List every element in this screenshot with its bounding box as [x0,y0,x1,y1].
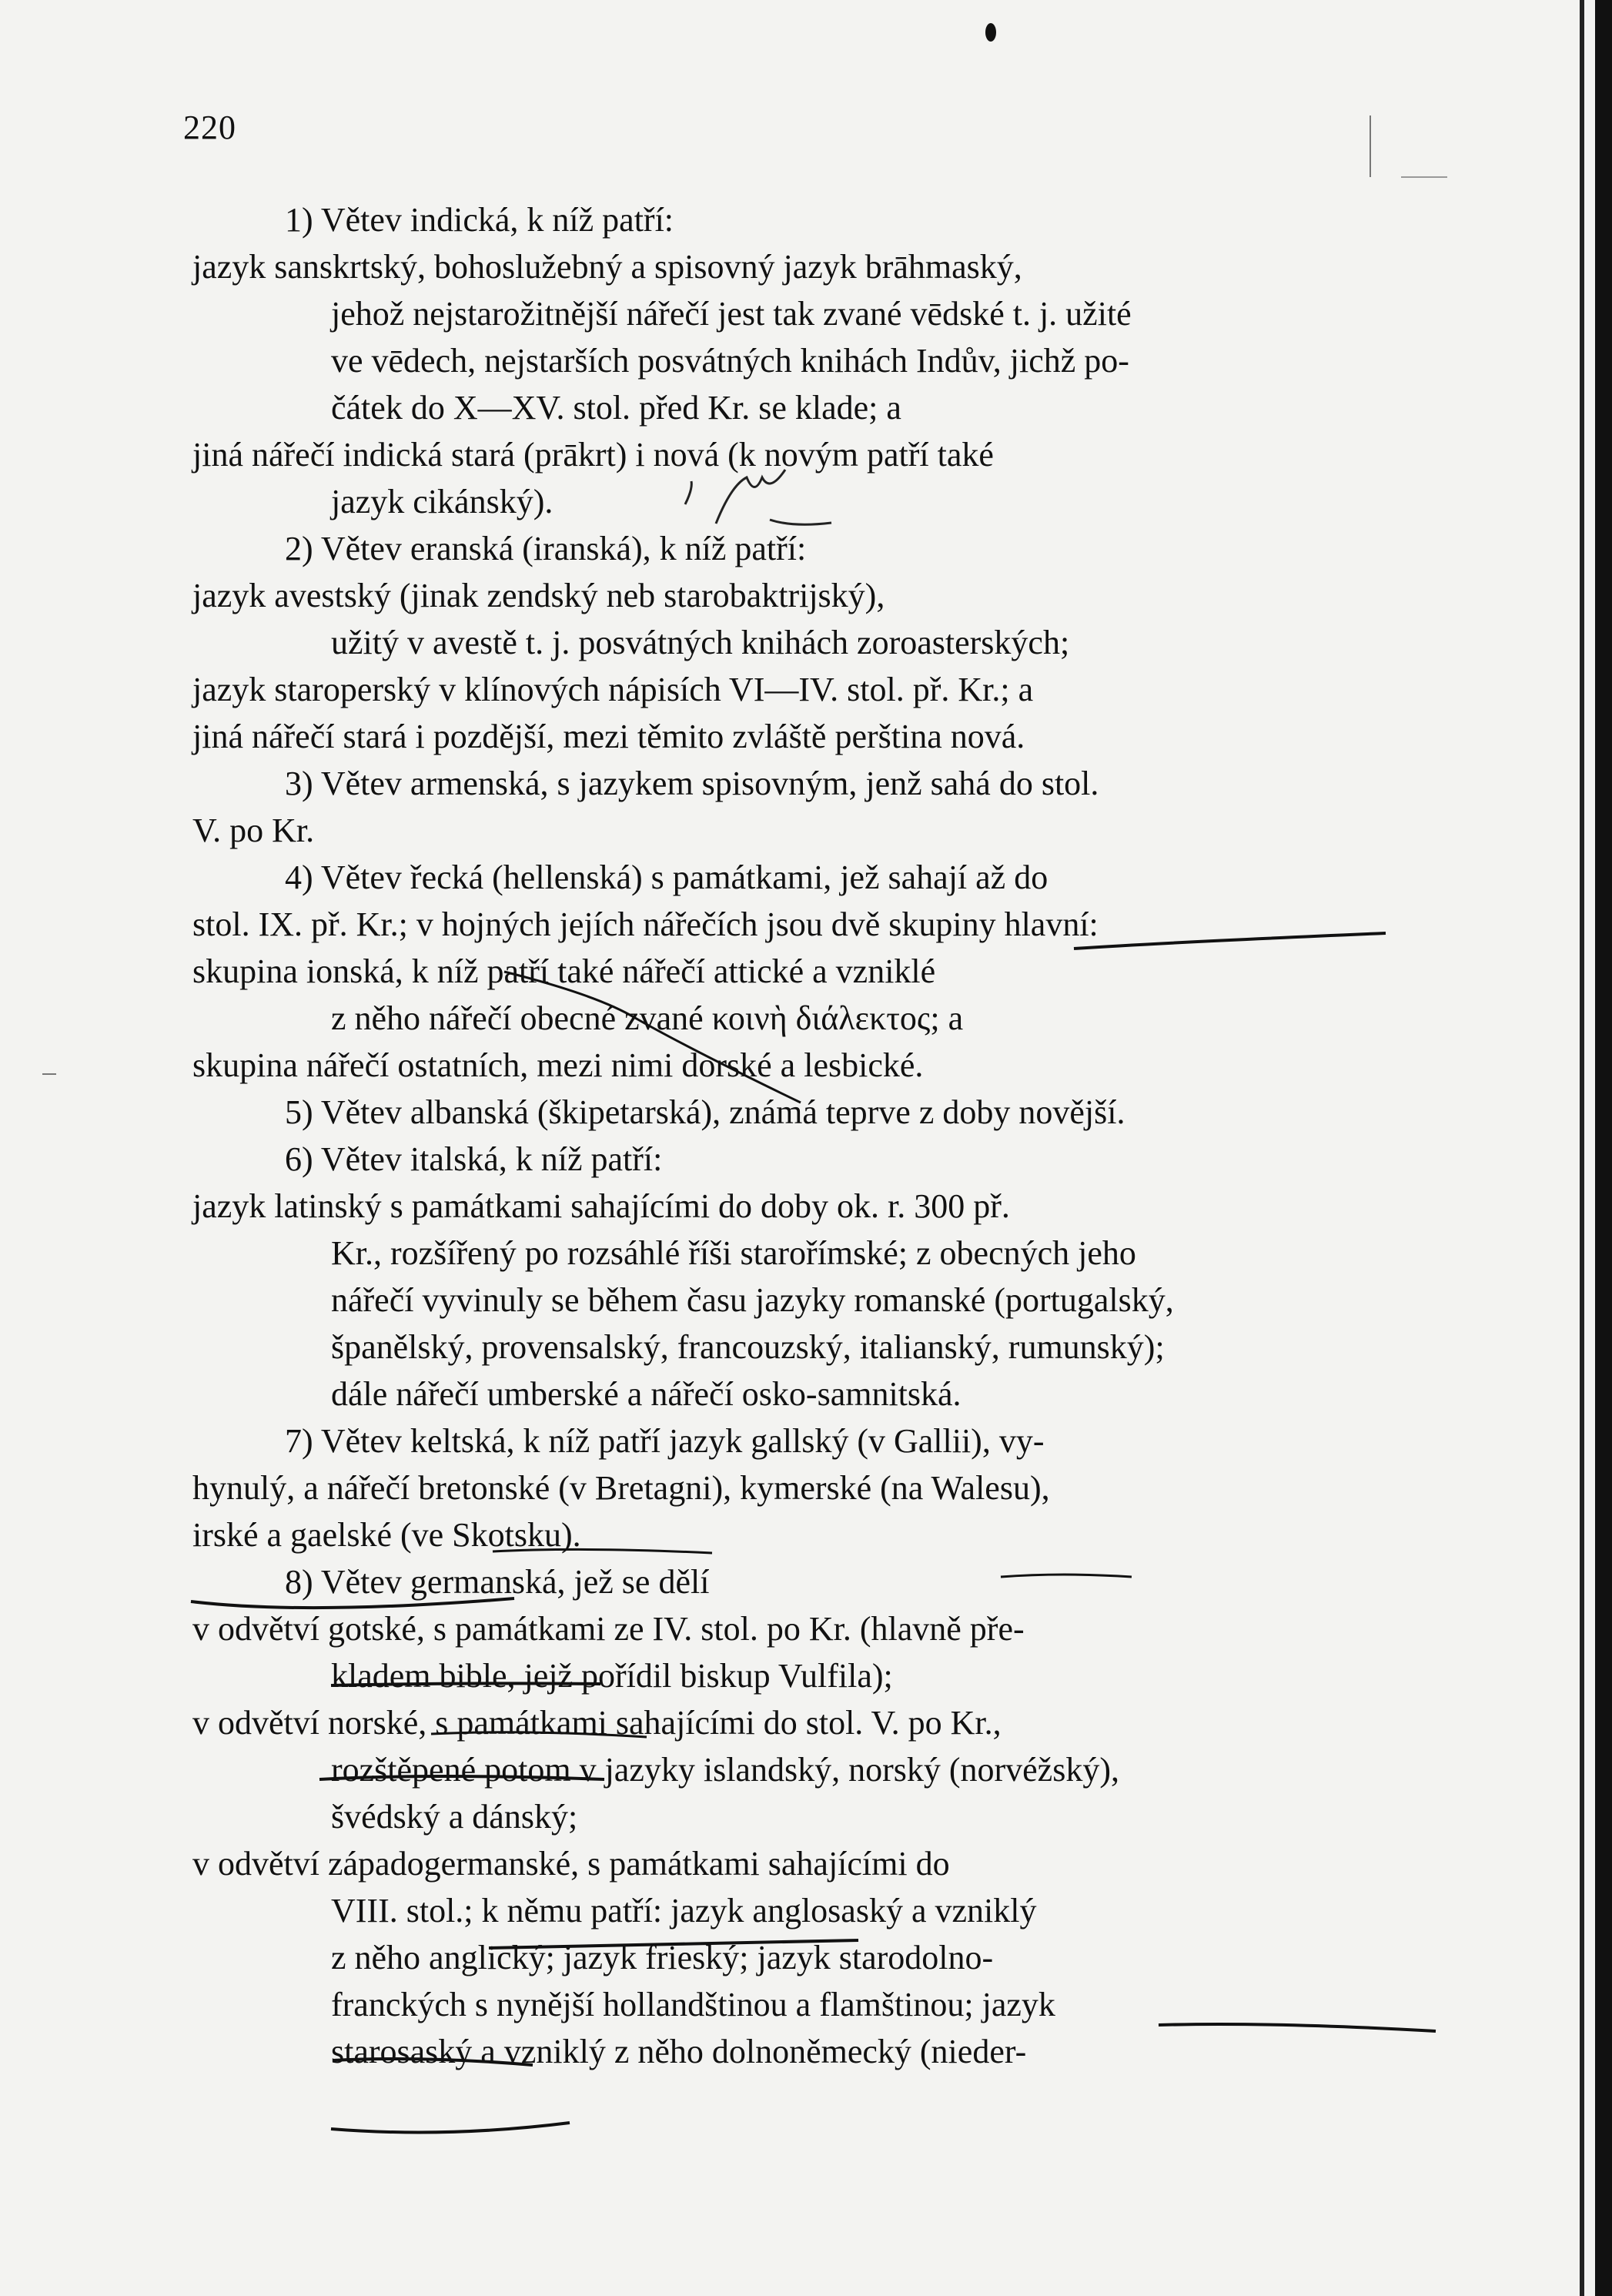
text-line: kladem bible, jejž pořídil biskup Vulfila); [331,1657,893,1695]
text-line: 4) Větev řecká (hellenská) s památkami, jež sahají až do [285,858,1048,896]
text-line: 1) Větev indická, k níž patří: [285,201,674,239]
page-edge-line [1580,0,1584,2296]
text-line: v odvětví gotské, s památkami ze IV. stol. po Kr. (hlavně pře- [192,1610,1025,1648]
text-line: 2) Větev eranská (iranská), k níž patří: [285,530,807,567]
text-line: jazyk sanskrtský, bohoslužebný a spisovný jazyk brāhmaský, [192,248,1022,286]
text-line: španělský, provensalský, francouzský, italianský, rumunský); [331,1328,1165,1366]
text-line: skupina nářečí ostatních, mezi nimi dorské a lesbické. [192,1046,924,1084]
page-edge-shadow [1595,0,1612,2296]
text-line: jiná nářečí indická stará (prākrt) i nová (k novým patří také [192,436,994,474]
text-line: V. po Kr. [192,812,315,849]
text-line: VIII. stol.; k němu patří: jazyk anglosaský a vzniklý [331,1892,1037,1930]
scan-speck [985,23,996,42]
text-line: 6) Větev italská, k níž patří: [285,1140,663,1178]
text-line: jehož nejstarožitnější nářečí jest tak zvané vēdské t. j. užité [331,295,1132,333]
text-line: 5) Větev albanská (škipetarská), známá teprve z doby novější. [285,1093,1125,1131]
text-line: nářečí vyvinuly se během času jazyky romanské (portugalský, [331,1281,1174,1319]
text-line: z něho anglický; jazyk frieský; jazyk starodolno- [331,1939,994,1976]
text-line: z něho nářečí obecné zvané κοινὴ διάλεκτος; a [331,999,964,1037]
text-line: Kr., rozšířený po rozsáhlé říši starořímské; z obecných jeho [331,1234,1136,1272]
text-line: irské a gaelské (ve Skotsku). [192,1516,581,1554]
text-line: starosaský a vzniklý z něho dolnoněmecký (nieder- [331,2033,1027,2070]
text-line: skupina ionská, k níž patří také nářečí attické a vzniklé [192,952,936,990]
text-line: ve vēdech, nejstarších posvátných knihách Indův, jichž po- [331,342,1129,380]
text-line: hynulý, a nářečí bretonské (v Bretagni), kymerské (na Walesu), [192,1469,1050,1507]
text-line: jazyk cikánský). [331,483,553,520]
text-line: jazyk staroperský v klínových nápisích VI—IV. stol. př. Kr.; a [192,671,1034,708]
text-line: jazyk latinský s památkami sahajícími do doby ok. r. 300 př. [192,1187,1010,1225]
text-line: rozštěpené potom v jazyky islandský, norský (norvéžský), [331,1751,1119,1789]
text-line: 3) Větev armenská, s jazykem spisovným, jenž sahá do stol. [285,765,1099,802]
text-line: užitý v avestě t. j. posvátných knihách zoroasterských; [331,624,1070,661]
text-line: v odvětví západogermanské, s památkami sahajícími do [192,1845,950,1883]
text-line: dále nářečí umberské a nářečí osko-samnitská. [331,1375,962,1413]
text-line: v odvětví norské, s památkami sahajícími do stol. V. po Kr., [192,1704,1002,1742]
page-number: 220 [183,109,236,146]
text-line: švédský a dánský; [331,1798,578,1836]
text-line: 7) Větev keltská, k níž patří jazyk gallský (v Gallii), vy- [285,1422,1045,1460]
text-line: jazyk avestský (jinak zendský neb starobaktrijský), [192,577,885,614]
text-line: franckých s nynější hollandštinou a flamštinou; jazyk [331,1986,1055,2023]
pen-underline-starosasky [331,2123,570,2133]
text-line: jiná nářečí stará i pozdější, mezi těmito zvláště perština nová. [192,718,1025,755]
text-line: čátek do X—XV. stol. před Kr. se klade; a [331,389,901,427]
text-line: stol. IX. př. Kr.; v hojných jejích nářečích jsou dvě skupiny hlavní: [192,905,1099,943]
text-line: 8) Větev germanská, jež se dělí [285,1563,710,1601]
page-body [177,196,1440,2075]
